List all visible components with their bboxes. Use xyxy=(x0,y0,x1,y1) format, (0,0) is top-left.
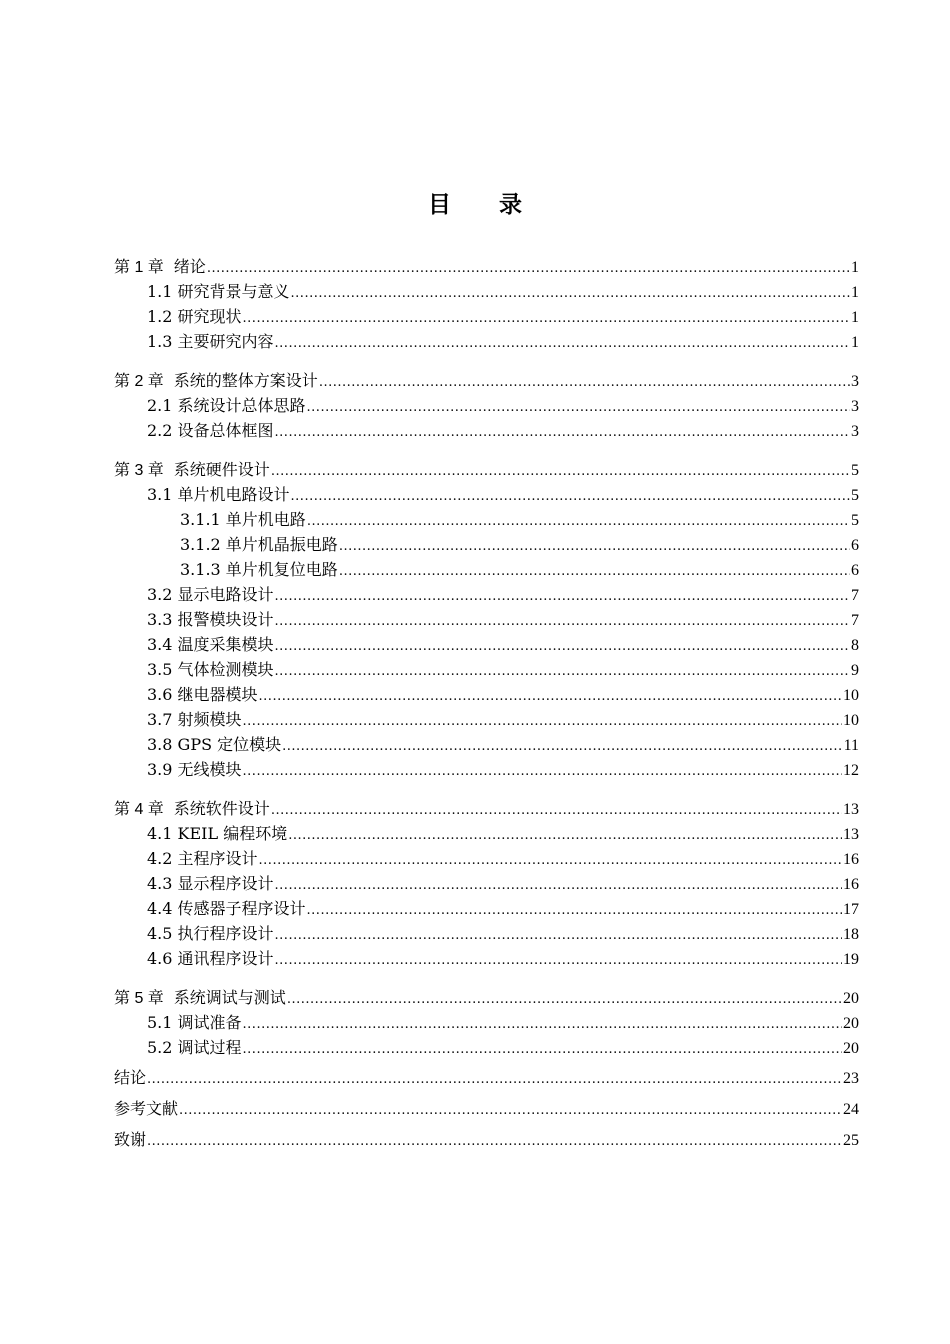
page-number: 10 xyxy=(843,687,859,704)
table-of-contents xyxy=(114,254,859,1152)
chapter-number: 第 1 章 xyxy=(114,259,164,276)
page-number: 1 xyxy=(851,259,859,276)
leader-dots xyxy=(275,873,842,898)
leader-dots xyxy=(307,898,842,923)
page-number: 13 xyxy=(843,801,859,818)
entry-label: 3.6 继电器模块 xyxy=(147,685,258,704)
entry-label: 4.4 传感器子程序设计 xyxy=(147,899,306,918)
leader-dots xyxy=(271,459,850,484)
page-number: 9 xyxy=(851,662,859,679)
title-char-1: 目 xyxy=(428,192,451,218)
entry-label: 3.4 温度采集模块 xyxy=(147,635,274,654)
leader-dots xyxy=(259,684,842,709)
page-number: 8 xyxy=(851,637,859,654)
toc-entry-3-1-1[interactable] xyxy=(114,507,859,532)
entry-label: 5.2 调试过程 xyxy=(147,1038,242,1057)
page-number: 1 xyxy=(851,309,859,326)
entry-label: 4.6 通讯程序设计 xyxy=(147,949,274,968)
leader-dots xyxy=(179,1098,842,1123)
toc-entry-3-1-2[interactable] xyxy=(114,532,859,557)
leader-dots xyxy=(243,759,842,784)
toc-entry-5-2[interactable] xyxy=(114,1035,859,1060)
chapter-number: 第 4 章 xyxy=(114,801,164,818)
entry-label: 5.1 调试准备 xyxy=(147,1013,242,1032)
leader-dots xyxy=(291,281,850,306)
entry-label: 4.5 执行程序设计 xyxy=(147,924,274,943)
entry-label: 3.2 显示电路设计 xyxy=(147,585,274,604)
entry-label: 3.9 无线模块 xyxy=(147,760,242,779)
leader-dots xyxy=(271,798,842,823)
toc-chapter-1[interactable] xyxy=(114,254,859,279)
toc-entry-4-5[interactable] xyxy=(114,921,859,946)
page-number: 11 xyxy=(843,737,859,754)
leader-dots xyxy=(291,484,850,509)
toc-entry-3-1-3[interactable] xyxy=(114,557,859,582)
toc-entry-1-2[interactable] xyxy=(114,304,859,329)
leader-dots xyxy=(307,395,850,420)
entry-label: 3.1.2 单片机晶振电路 xyxy=(180,535,338,554)
toc-entry-3-4[interactable] xyxy=(114,632,859,657)
toc-entry-3-1[interactable] xyxy=(114,482,859,507)
toc-entry-3-7[interactable] xyxy=(114,707,859,732)
page-number: 16 xyxy=(843,876,859,893)
leader-dots xyxy=(147,1129,842,1154)
toc-entry-4-2[interactable] xyxy=(114,846,859,871)
leader-dots xyxy=(275,948,842,973)
page-number: 1 xyxy=(851,334,859,351)
title-char-2: 录 xyxy=(499,192,522,218)
page-number: 3 xyxy=(851,373,859,390)
toc-entry-3-8[interactable] xyxy=(114,732,859,757)
toc-entry-3-2[interactable] xyxy=(114,582,859,607)
entry-label: 4.2 主程序设计 xyxy=(147,849,258,868)
toc-references[interactable] xyxy=(114,1096,859,1121)
toc-entry-3-6[interactable] xyxy=(114,682,859,707)
entry-label: 2.2 设备总体框图 xyxy=(147,421,274,440)
page-number: 3 xyxy=(851,398,859,415)
leader-dots xyxy=(275,331,850,356)
page-number: 7 xyxy=(851,612,859,629)
entry-label: 4.1 KEIL 编程环境 xyxy=(147,824,288,843)
chapter-number: 第 5 章 xyxy=(114,990,164,1007)
leader-dots xyxy=(243,709,842,734)
entry-label: 3.5 气体检测模块 xyxy=(147,660,274,679)
leader-dots xyxy=(243,1012,842,1037)
leader-dots xyxy=(243,1037,842,1062)
leader-dots xyxy=(275,634,850,659)
page-number: 19 xyxy=(843,951,859,968)
page-number: 1 xyxy=(851,284,859,301)
entry-label: 1.3 主要研究内容 xyxy=(147,332,274,351)
leader-dots xyxy=(275,659,850,684)
page-number: 5 xyxy=(851,487,859,504)
toc-entry-4-1[interactable] xyxy=(114,821,859,846)
page-number: 5 xyxy=(851,512,859,529)
entry-label: 3.1.1 单片机电路 xyxy=(180,510,306,529)
entry-label: 致谢 xyxy=(114,1130,147,1149)
toc-entry-3-3[interactable] xyxy=(114,607,859,632)
toc-entry-3-9[interactable] xyxy=(114,757,859,782)
leader-dots xyxy=(259,848,842,873)
entry-label: 3.1.3 单片机复位电路 xyxy=(180,560,338,579)
leader-dots xyxy=(339,534,850,559)
entry-label: 3.7 射频模块 xyxy=(147,710,242,729)
page-number: 6 xyxy=(851,562,859,579)
page-number: 12 xyxy=(843,762,859,779)
leader-dots xyxy=(282,734,842,759)
page-number: 20 xyxy=(843,990,859,1007)
toc-chapter-3[interactable] xyxy=(114,457,859,482)
leader-dots xyxy=(288,823,842,848)
toc-entry-4-6[interactable] xyxy=(114,946,859,971)
toc-entry-5-1[interactable] xyxy=(114,1010,859,1035)
entry-label: 3.1 单片机电路设计 xyxy=(147,485,290,504)
entry-label: 1.2 研究现状 xyxy=(147,307,242,326)
page-number: 25 xyxy=(843,1132,859,1149)
leader-dots xyxy=(307,509,850,534)
chapter-title: 绪论 xyxy=(173,257,206,276)
page-title xyxy=(0,186,950,219)
leader-dots xyxy=(287,987,842,1012)
leader-dots xyxy=(275,923,842,948)
leader-dots xyxy=(147,1067,842,1092)
leader-dots xyxy=(319,370,850,395)
entry-label: 4.3 显示程序设计 xyxy=(147,874,274,893)
leader-dots xyxy=(243,306,850,331)
leader-dots xyxy=(275,584,850,609)
page-number: 7 xyxy=(851,587,859,604)
page-number: 16 xyxy=(843,851,859,868)
page-number: 17 xyxy=(843,901,859,918)
entry-label: 3.8 GPS 定位模块 xyxy=(147,735,282,754)
page-number: 20 xyxy=(843,1040,859,1057)
toc-chapter-2[interactable] xyxy=(114,368,859,393)
page-number: 5 xyxy=(851,462,859,479)
toc-entry-2-1[interactable] xyxy=(114,393,859,418)
page-number: 10 xyxy=(843,712,859,729)
chapter-number: 第 3 章 xyxy=(114,462,164,479)
toc-entry-1-1[interactable] xyxy=(114,279,859,304)
leader-dots xyxy=(207,256,850,281)
entry-label: 参考文献 xyxy=(114,1099,179,1118)
entry-label: 结论 xyxy=(114,1068,147,1087)
toc-entry-1-3[interactable] xyxy=(114,329,859,354)
entry-label: 2.1 系统设计总体思路 xyxy=(147,396,306,415)
page-number: 13 xyxy=(843,826,859,843)
page-number: 6 xyxy=(851,537,859,554)
entry-label: 3.3 报警模块设计 xyxy=(147,610,274,629)
leader-dots xyxy=(339,559,850,584)
page-number: 3 xyxy=(851,423,859,440)
leader-dots xyxy=(275,420,850,445)
toc-entry-3-5[interactable] xyxy=(114,657,859,682)
toc-chapter-4[interactable] xyxy=(114,796,859,821)
toc-entry-2-2[interactable] xyxy=(114,418,859,443)
toc-entry-4-4[interactable] xyxy=(114,896,859,921)
entry-label: 1.1 研究背景与意义 xyxy=(147,282,290,301)
toc-acknowledgements[interactable] xyxy=(114,1127,859,1152)
chapter-title: 系统软件设计 xyxy=(173,799,270,818)
page-number: 24 xyxy=(843,1101,859,1118)
chapter-title: 系统调试与测试 xyxy=(173,988,286,1007)
page-number: 20 xyxy=(843,1015,859,1032)
chapter-number: 第 2 章 xyxy=(114,373,164,390)
page-number: 18 xyxy=(843,926,859,943)
chapter-title: 系统的整体方案设计 xyxy=(173,371,318,390)
toc-entry-4-3[interactable] xyxy=(114,871,859,896)
page-number: 23 xyxy=(843,1070,859,1087)
toc-chapter-5[interactable] xyxy=(114,985,859,1010)
toc-conclusion[interactable] xyxy=(114,1065,859,1090)
leader-dots xyxy=(275,609,850,634)
chapter-title: 系统硬件设计 xyxy=(173,460,270,479)
